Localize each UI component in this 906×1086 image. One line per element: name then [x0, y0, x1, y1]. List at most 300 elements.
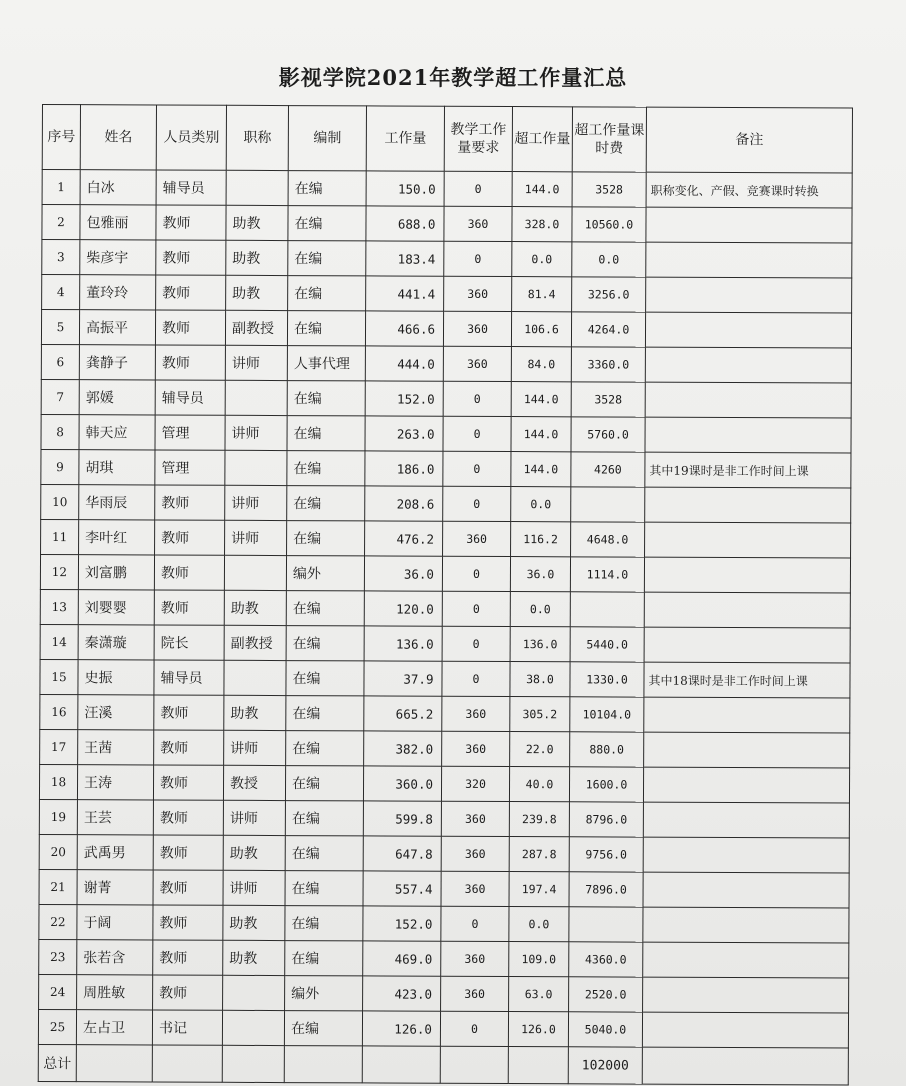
cell-work: 423.0: [363, 976, 441, 1011]
cell-extra: 144.0: [511, 417, 571, 452]
cell-type: 教师: [155, 310, 225, 345]
header-type: 人员类别: [156, 105, 226, 170]
cell-idx: 22: [39, 904, 77, 939]
cell-name: 董玲玲: [80, 275, 156, 310]
cell-note: [643, 977, 849, 1013]
cell-bz: 在编: [286, 591, 364, 626]
cell-name: 于阔: [77, 905, 153, 940]
cell-name: 李叶红: [79, 520, 155, 555]
table-row: [42, 170, 852, 209]
cell-work: 466.6: [365, 311, 443, 346]
cell-name: 高振平: [79, 310, 155, 345]
cell-req: 0: [442, 661, 510, 696]
cell-work: 469.0: [363, 941, 441, 976]
cell-work: 37.9: [364, 661, 442, 696]
cell-idx: 9: [41, 449, 79, 484]
cell-idx: 18: [39, 764, 77, 799]
table-row: [42, 205, 852, 244]
cell-type: 辅导员: [154, 660, 224, 695]
cell-bz: 在编: [287, 381, 365, 416]
table-row: [39, 869, 849, 908]
cell-req: 360: [444, 206, 512, 241]
table-row: [41, 484, 851, 523]
cell-fee: 10104.0: [570, 697, 644, 732]
cell-extra: 22.0: [510, 732, 570, 767]
table-row: [40, 624, 850, 663]
cell-fee: 3256.0: [572, 277, 646, 312]
cell-rank: 助教: [226, 240, 288, 275]
cell-bz: 在编: [287, 416, 365, 451]
cell-extra: 0.0: [509, 907, 569, 942]
cell-type: 教师: [153, 905, 223, 940]
table-row: [39, 834, 849, 873]
header-bz: 编制: [288, 106, 366, 171]
cell-req: 360: [441, 801, 509, 836]
cell-name: 刘婴婴: [78, 590, 154, 625]
cell-work: 136.0: [364, 626, 442, 661]
cell-type: 教师: [155, 485, 225, 520]
cell-note: 职称变化、产假、竞赛课时转换: [646, 172, 852, 208]
table-row: [39, 799, 849, 838]
cell-extra: 109.0: [509, 942, 569, 977]
cell-name: 王芸: [77, 800, 153, 835]
cell-type: 教师: [156, 240, 226, 275]
cell-req: 0: [442, 556, 510, 591]
cell-type: 教师: [155, 345, 225, 380]
cell-note: [646, 277, 852, 313]
header-req: 教学工作量要求: [444, 106, 512, 171]
cell-name: 王茜: [78, 730, 154, 765]
cell-extra: 144.0: [511, 382, 571, 417]
cell-extra: 136.0: [510, 627, 570, 662]
cell-work: 688.0: [366, 206, 444, 241]
header-name: 姓名: [80, 105, 156, 170]
cell-extra: 106.6: [511, 312, 571, 347]
cell-idx: 3: [42, 240, 80, 275]
cell-bz: 在编: [287, 451, 365, 486]
cell-bz: 在编: [287, 486, 365, 521]
table-row: [41, 449, 851, 488]
header-row: [42, 105, 852, 174]
cell-req: 0: [443, 486, 511, 521]
cell-rank: 讲师: [225, 485, 287, 520]
cell-req: 0: [441, 906, 509, 941]
cell-type: 教师: [153, 870, 223, 905]
cell-bz: 在编: [287, 311, 365, 346]
cell-req: 0: [444, 171, 512, 206]
cell-name: 胡琪: [79, 450, 155, 485]
cell-note: [643, 872, 849, 908]
cell-bz: 在编: [288, 241, 366, 276]
cell-fee: [571, 487, 645, 522]
header-rank: 职称: [226, 105, 288, 170]
cell-rank: [226, 170, 288, 205]
cell-bz: 在编: [286, 731, 364, 766]
table-row: [42, 240, 852, 279]
cell-work: 441.4: [366, 276, 444, 311]
cell-type: 教师: [153, 765, 223, 800]
cell-note: [643, 767, 849, 803]
cell-rank: 助教: [226, 205, 288, 240]
table-row: [41, 519, 851, 558]
cell-name: 白冰: [80, 170, 156, 205]
cell-rank: 助教: [224, 590, 286, 625]
header-idx: 序号: [42, 105, 80, 170]
cell-work: 382.0: [364, 731, 442, 766]
cell-extra: 36.0: [510, 557, 570, 592]
cell-type: 教师: [154, 590, 224, 625]
table-row: [40, 589, 850, 628]
cell-req: 0: [442, 591, 510, 626]
header-fee: 超工作量课时费: [572, 107, 646, 172]
table-row: [41, 414, 851, 453]
table-row: [39, 974, 849, 1013]
cell-note: [644, 592, 850, 628]
cell-bz: 在编: [286, 626, 364, 661]
cell-rank: [224, 555, 286, 590]
cell-type: 教师: [154, 695, 224, 730]
cell-note: 其中19课时是非工作时间上课: [645, 452, 851, 488]
cell-work: 183.4: [366, 241, 444, 276]
cell-req: 0: [443, 451, 511, 486]
cell-rank: [225, 450, 287, 485]
table-row: [39, 904, 849, 943]
cell-name: 包雅丽: [80, 205, 156, 240]
cell-bz: 在编: [288, 206, 366, 241]
table-row: [41, 344, 851, 383]
header-note: 备注: [646, 107, 852, 173]
table-row: [40, 729, 850, 768]
cell-idx: 16: [40, 694, 78, 729]
cell-rank: 助教: [224, 695, 286, 730]
cell-idx: 1: [42, 170, 80, 205]
cell-fee: 5040.0: [568, 1012, 642, 1047]
cell-name: 汪溪: [78, 695, 154, 730]
page-title: 影视学院2021年教学超工作量汇总: [278, 65, 628, 90]
cell-bz: 在编: [285, 906, 363, 941]
cell-type: 教师: [153, 835, 223, 870]
cell-name: 龚静子: [79, 345, 155, 380]
cell-extra: 40.0: [509, 767, 569, 802]
total-label: 总计: [38, 1044, 76, 1081]
cell-fee: 3528: [571, 382, 645, 417]
cell-rank: 讲师: [223, 870, 285, 905]
cell-bz: 在编: [285, 801, 363, 836]
cell-idx: 14: [40, 624, 78, 659]
table-row: [38, 1009, 848, 1048]
cell-fee: [569, 907, 643, 942]
cell-fee: 1600.0: [569, 767, 643, 802]
cell-bz: 在编: [288, 171, 366, 206]
cell-work: 599.8: [363, 801, 441, 836]
cell-note: [644, 697, 850, 733]
cell-work: 208.6: [365, 486, 443, 521]
cell-fee: [570, 592, 644, 627]
workload-table: [38, 104, 853, 1086]
cell-idx: 8: [41, 414, 79, 449]
cell-fee: 880.0: [570, 732, 644, 767]
total-empty: [642, 1047, 848, 1085]
cell-idx: 25: [38, 1009, 76, 1044]
cell-rank: 教授: [223, 765, 285, 800]
cell-type: 教师: [156, 205, 226, 240]
cell-idx: 5: [41, 310, 79, 345]
cell-fee: 4260: [571, 452, 645, 487]
cell-extra: 197.4: [509, 872, 569, 907]
cell-name: 谢菁: [77, 870, 153, 905]
cell-work: 263.0: [365, 416, 443, 451]
cell-idx: 12: [40, 554, 78, 589]
cell-work: 120.0: [364, 591, 442, 626]
cell-fee: 9756.0: [569, 837, 643, 872]
total-empty: [222, 1045, 284, 1082]
cell-rank: [222, 1010, 284, 1045]
cell-fee: 3528: [572, 172, 646, 207]
cell-note: [644, 627, 850, 663]
cell-rank: 助教: [223, 835, 285, 870]
cell-rank: 讲师: [223, 800, 285, 835]
cell-idx: 17: [40, 729, 78, 764]
total-empty: [284, 1046, 362, 1083]
cell-rank: 讲师: [224, 730, 286, 765]
cell-extra: 144.0: [512, 172, 572, 207]
cell-bz: 在编: [285, 941, 363, 976]
cell-note: [643, 837, 849, 873]
cell-name: 武禹男: [77, 835, 153, 870]
table-row: [40, 659, 850, 698]
cell-req: 360: [444, 276, 512, 311]
cell-name: 柴彦宇: [80, 240, 156, 275]
cell-fee: 1330.0: [570, 662, 644, 697]
total-empty: [508, 1047, 568, 1084]
table-row: [42, 275, 852, 314]
cell-idx: 10: [41, 484, 79, 519]
cell-req: 360: [442, 731, 510, 766]
cell-type: 教师: [156, 275, 226, 310]
cell-extra: 328.0: [512, 207, 572, 242]
cell-work: 152.0: [363, 906, 441, 941]
cell-note: [645, 417, 851, 453]
cell-idx: 7: [41, 379, 79, 414]
cell-note: [645, 382, 851, 418]
cell-type: 管理: [155, 415, 225, 450]
cell-extra: 126.0: [508, 1012, 568, 1047]
cell-req: 360: [441, 836, 509, 871]
cell-note: [645, 487, 851, 523]
cell-type: 教师: [153, 800, 223, 835]
cell-rank: [224, 660, 286, 695]
cell-name: 华雨辰: [79, 485, 155, 520]
cell-rank: 讲师: [225, 520, 287, 555]
total-empty: [362, 1046, 440, 1083]
cell-rank: 助教: [223, 940, 285, 975]
cell-fee: 0.0: [572, 242, 646, 277]
cell-idx: 13: [40, 589, 78, 624]
cell-bz: 编外: [286, 556, 364, 591]
cell-name: 周胜敏: [77, 975, 153, 1010]
cell-extra: 287.8: [509, 837, 569, 872]
cell-note: [643, 942, 849, 978]
cell-idx: 20: [39, 834, 77, 869]
cell-extra: 0.0: [511, 487, 571, 522]
cell-rank: 讲师: [225, 345, 287, 380]
cell-bz: 在编: [285, 766, 363, 801]
cell-bz: 人事代理: [287, 346, 365, 381]
cell-req: 0: [443, 416, 511, 451]
cell-bz: 在编: [288, 276, 366, 311]
cell-extra: 305.2: [510, 697, 570, 732]
table-body: [38, 170, 852, 1049]
cell-rank: 助教: [226, 275, 288, 310]
table-row: [40, 554, 850, 593]
cell-name: 秦潇璇: [78, 625, 154, 660]
cell-req: 0: [440, 1011, 508, 1046]
cell-idx: 11: [41, 519, 79, 554]
table-row: [41, 310, 851, 349]
cell-work: 665.2: [364, 696, 442, 731]
cell-extra: 38.0: [510, 662, 570, 697]
cell-type: 辅导员: [156, 170, 226, 205]
cell-note: [645, 312, 851, 348]
cell-note: [642, 1012, 848, 1048]
cell-fee: 2520.0: [569, 977, 643, 1012]
cell-idx: 15: [40, 659, 78, 694]
table-row: [41, 379, 851, 418]
cell-note: [645, 347, 851, 383]
cell-type: 教师: [154, 555, 224, 590]
total-empty: [76, 1045, 152, 1082]
cell-name: 王涛: [77, 765, 153, 800]
cell-bz: 在编: [284, 1011, 362, 1046]
cell-type: 院长: [154, 625, 224, 660]
cell-name: 郭媛: [79, 380, 155, 415]
cell-fee: 1114.0: [570, 557, 644, 592]
cell-extra: 239.8: [509, 802, 569, 837]
cell-rank: 讲师: [225, 415, 287, 450]
total-empty: [440, 1046, 508, 1083]
cell-rank: 副教授: [224, 625, 286, 660]
cell-type: 管理: [155, 450, 225, 485]
cell-note: [645, 522, 851, 558]
table-row: [40, 694, 850, 733]
cell-work: 444.0: [365, 346, 443, 381]
cell-extra: 81.4: [512, 277, 572, 312]
cell-extra: 116.2: [511, 522, 571, 557]
cell-fee: 5760.0: [571, 417, 645, 452]
cell-req: 360: [441, 976, 509, 1011]
cell-extra: 63.0: [509, 977, 569, 1012]
cell-fee: 4360.0: [569, 942, 643, 977]
cell-idx: 2: [42, 205, 80, 240]
cell-req: 0: [444, 241, 512, 276]
cell-req: 360: [441, 871, 509, 906]
cell-bz: 编外: [285, 976, 363, 1011]
cell-req: 320: [441, 766, 509, 801]
cell-fee: 5440.0: [570, 627, 644, 662]
cell-idx: 6: [41, 344, 79, 379]
cell-req: 360: [443, 311, 511, 346]
total-fee: 102000: [568, 1047, 642, 1084]
cell-note: [646, 242, 852, 278]
cell-note: 其中18课时是非工作时间上课: [644, 662, 850, 698]
cell-work: 36.0: [364, 556, 442, 591]
cell-req: 360: [442, 696, 510, 731]
cell-note: [643, 907, 849, 943]
cell-bz: 在编: [287, 521, 365, 556]
cell-bz: 在编: [286, 696, 364, 731]
cell-req: 0: [442, 626, 510, 661]
cell-req: 360: [441, 941, 509, 976]
cell-req: 0: [443, 381, 511, 416]
cell-name: 张若含: [77, 940, 153, 975]
cell-fee: 8796.0: [569, 802, 643, 837]
table-row: [39, 939, 849, 978]
cell-work: 126.0: [362, 1011, 440, 1046]
cell-type: 教师: [153, 940, 223, 975]
cell-idx: 24: [39, 974, 77, 1009]
cell-idx: 4: [42, 275, 80, 310]
cell-rank: [223, 975, 285, 1010]
cell-fee: 7896.0: [569, 872, 643, 907]
cell-name: 韩天应: [79, 415, 155, 450]
cell-idx: 21: [39, 869, 77, 904]
cell-fee: 3360.0: [571, 347, 645, 382]
cell-fee: 4264.0: [571, 312, 645, 347]
cell-type: 教师: [155, 520, 225, 555]
cell-note: [643, 802, 849, 838]
cell-extra: 0.0: [510, 592, 570, 627]
cell-type: 辅导员: [155, 380, 225, 415]
cell-bz: 在编: [285, 836, 363, 871]
cell-rank: 助教: [223, 905, 285, 940]
cell-bz: 在编: [285, 871, 363, 906]
cell-extra: 144.0: [511, 452, 571, 487]
cell-name: 刘富鹏: [78, 555, 154, 590]
cell-note: [646, 207, 852, 243]
total-row: [38, 1044, 848, 1085]
table-row: [39, 764, 849, 803]
cell-note: [644, 732, 850, 768]
cell-name: 左占卫: [76, 1010, 152, 1045]
cell-bz: 在编: [286, 661, 364, 696]
cell-work: 152.0: [365, 381, 443, 416]
cell-rank: 副教授: [225, 310, 287, 345]
cell-req: 360: [443, 346, 511, 381]
cell-work: 476.2: [365, 521, 443, 556]
cell-extra: 84.0: [511, 347, 571, 382]
header-work: 工作量: [366, 106, 444, 171]
cell-idx: 23: [39, 939, 77, 974]
cell-work: 150.0: [366, 171, 444, 206]
cell-type: 书记: [152, 1010, 222, 1045]
header-extra: 超工作量: [512, 107, 572, 172]
cell-req: 360: [443, 521, 511, 556]
cell-name: 史振: [78, 660, 154, 695]
cell-note: [644, 557, 850, 593]
cell-rank: [225, 380, 287, 415]
cell-fee: 10560.0: [572, 207, 646, 242]
cell-type: 教师: [154, 730, 224, 765]
cell-fee: 4648.0: [571, 522, 645, 557]
cell-extra: 0.0: [512, 242, 572, 277]
total-empty: [152, 1045, 222, 1082]
cell-work: 647.8: [363, 836, 441, 871]
cell-work: 360.0: [363, 766, 441, 801]
cell-type: 教师: [153, 975, 223, 1010]
cell-work: 557.4: [363, 871, 441, 906]
cell-work: 186.0: [365, 451, 443, 486]
cell-idx: 19: [39, 799, 77, 834]
